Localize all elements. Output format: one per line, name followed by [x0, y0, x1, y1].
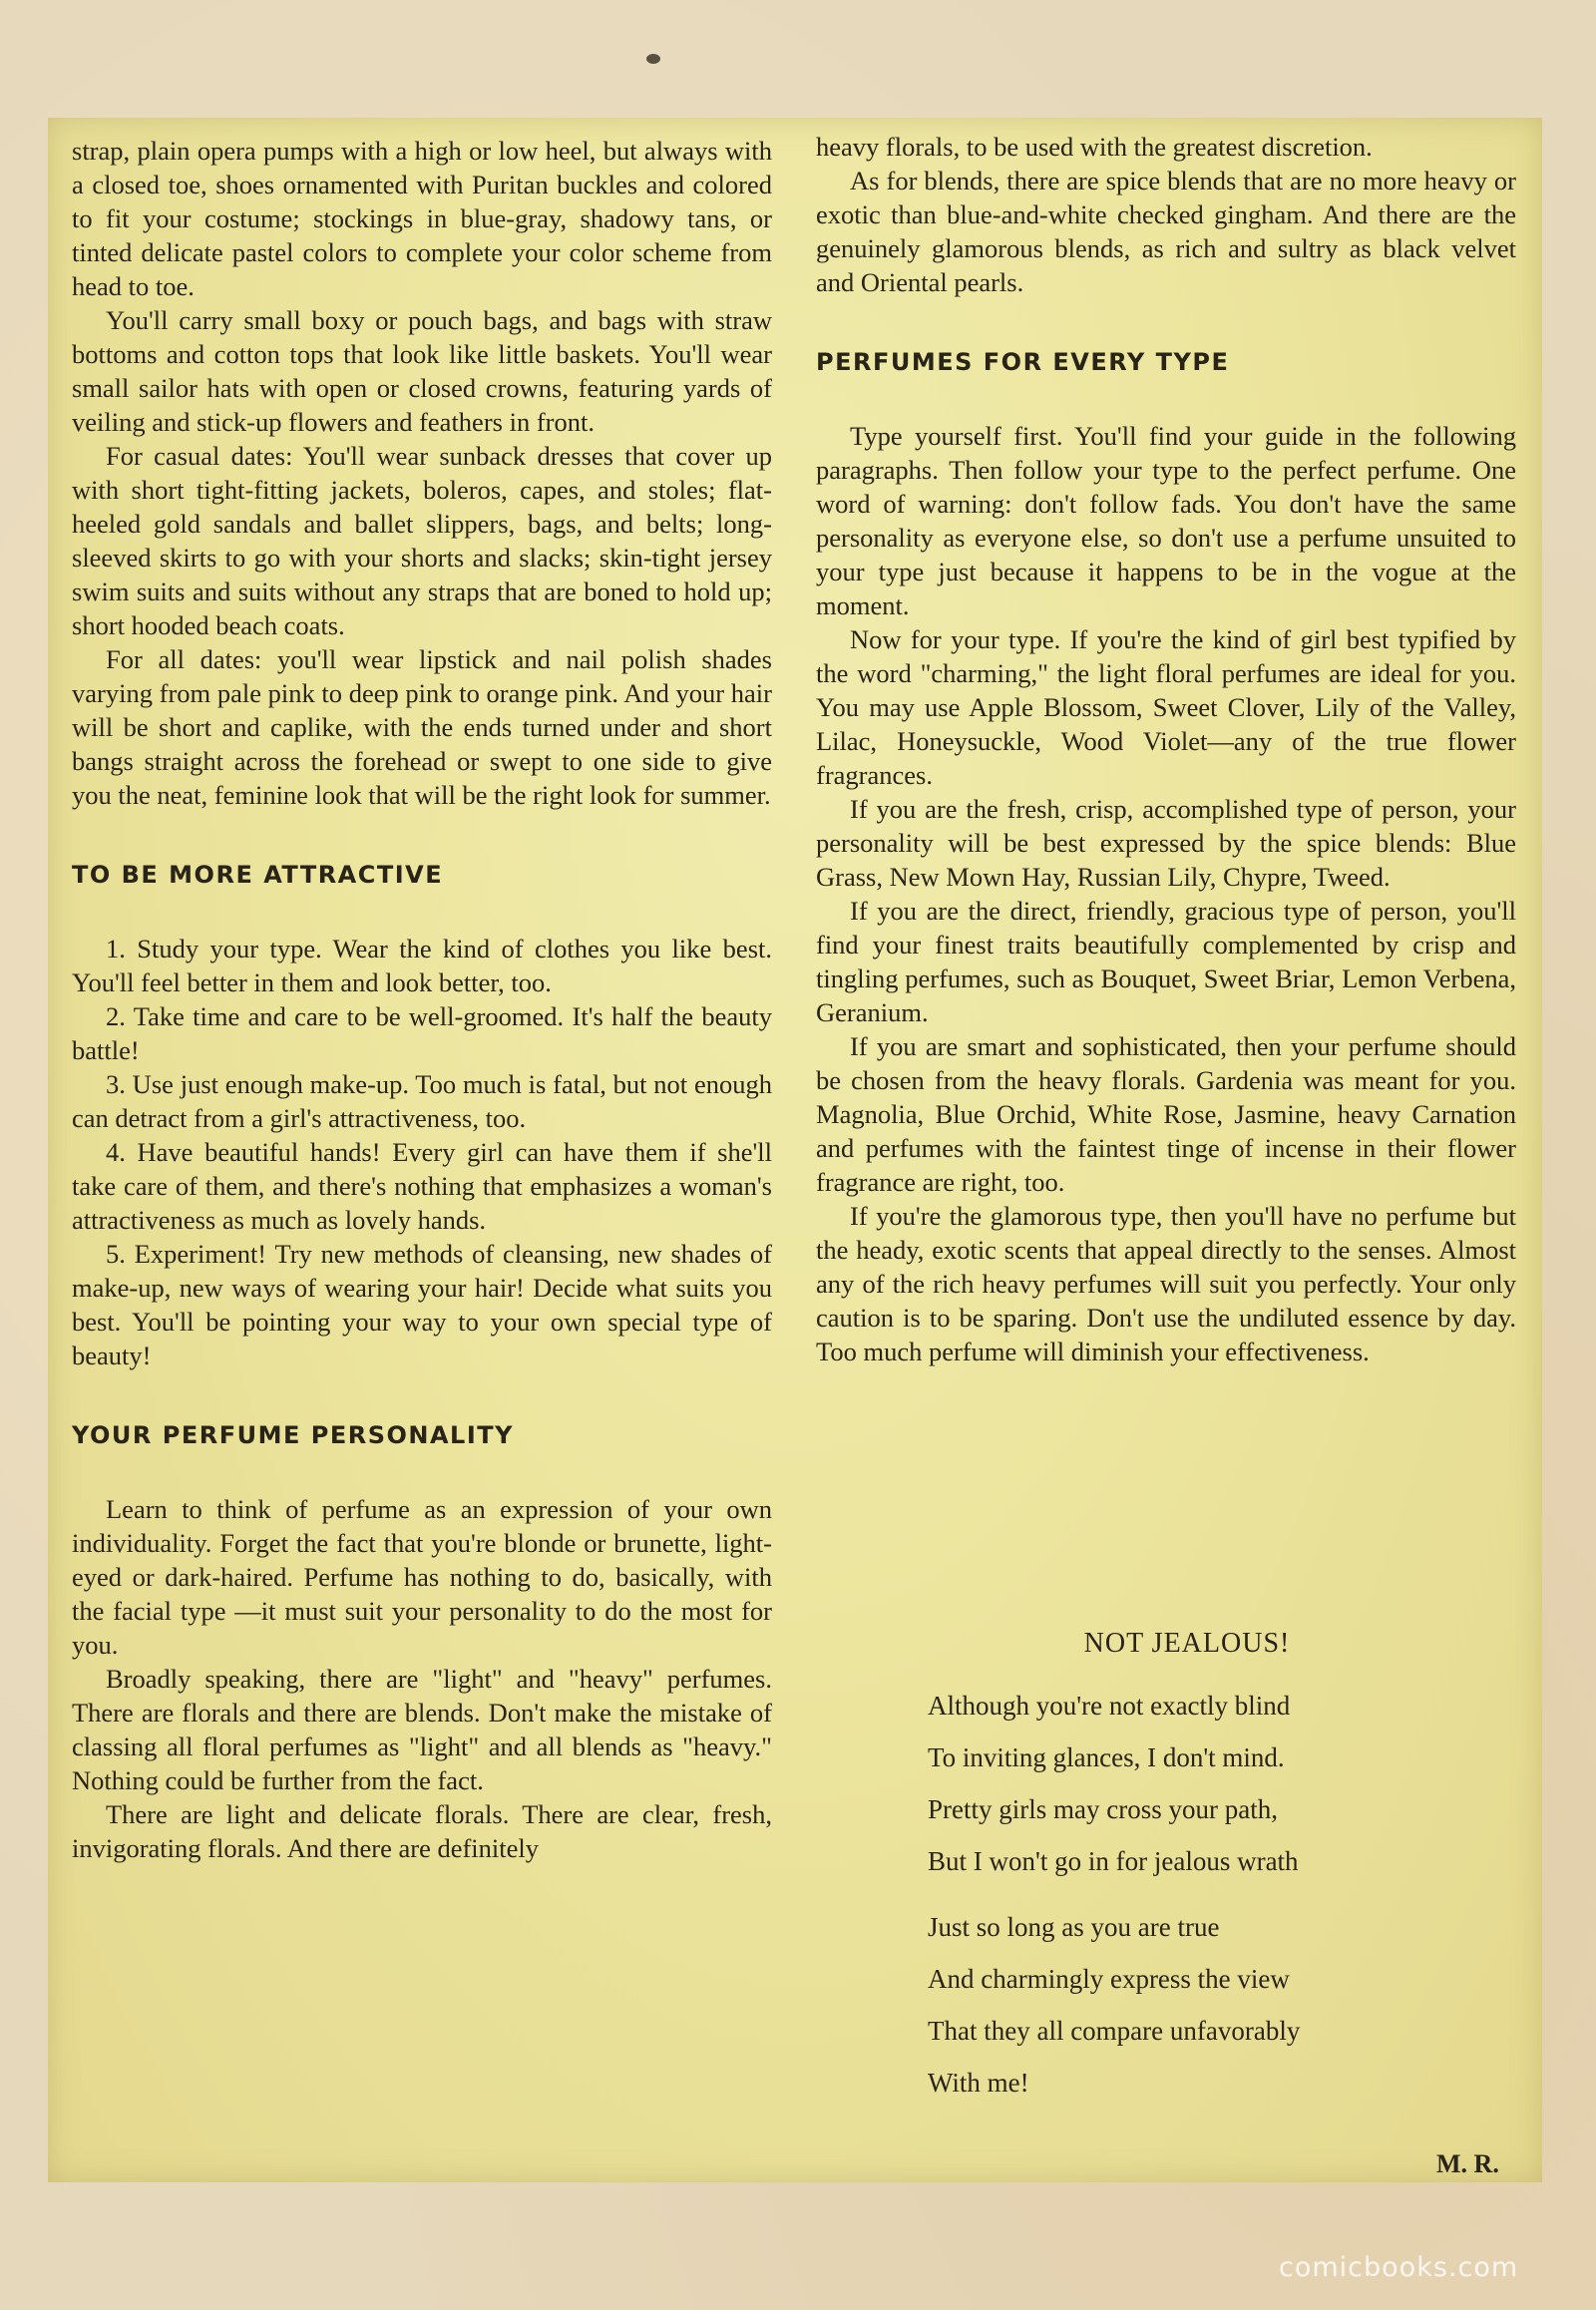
poem-line: Although you're not exactly blind	[928, 1691, 1291, 1721]
paragraph: strap, plain opera pumps with a high or low heel, but always with a closed toe, shoes ornamented with Puritan buckles and colored to fit your costume; stockings in blue-gray, shadowy tans, or tinted delicate pastel colors to complete your color scheme from head to toe.	[72, 136, 772, 301]
tip-item: 1. Study your type. Wear the kind of clothes you like best. You'll feel better in them and look better, too.	[72, 934, 772, 997]
poem-line: Pretty girls may cross your path,	[928, 1794, 1278, 1824]
section-heading-perfume-personality: YOUR PERFUME PERSONALITY	[72, 1421, 515, 1449]
section-heading-attractive: TO BE MORE ATTRACTIVE	[72, 861, 444, 889]
site-watermark: comicbooks.com	[1279, 2252, 1519, 2283]
right-column	[816, 130, 1516, 1368]
poem-title: NOT JEALOUS!	[1083, 1628, 1291, 1659]
paragraph: If you are the fresh, crisp, accomplished type of person, your personality will be best expressed by the spice blends: Blue Grass, New Mown Hay, Russian Lily, Chypre, Tweed.	[816, 794, 1516, 892]
paragraph: If you are the direct, friendly, gracious type of person, you'll find your finest traits beautifully complemented by crisp and tingling perfumes, such as Bouquet, Sweet Briar, Lemon Verbena, Geranium.	[816, 896, 1516, 1027]
paragraph: heavy florals, to be used with the greatest discretion.	[816, 132, 1373, 162]
paragraph: For all dates: you'll wear lipstick and nail polish shades varying from pale pink to deep pink to orange pink. And your hair will be short and caplike, with the ends turned under and short bangs straight across the forehead or swept to one side to give you the neat, feminine look that will be the right look for summer.	[72, 644, 772, 810]
left-column	[72, 134, 772, 1865]
paragraph: Broadly speaking, there are "light" and "heavy" perfumes. There are florals and there are blends. Don't make the mistake of classing all floral perfumes as "light" and all blends as "heavy." Nothing could be further from the fact.	[72, 1664, 772, 1795]
poem-line: Just so long as you are true	[928, 1912, 1220, 1942]
paragraph: Type yourself first. You'll find your guide in the following paragraphs. Then follow your type to the perfect perfume. One word of warning: don't follow fads. You don't have the same personality as everyone else, so don't use a perfume unsuited to your type just because it happens to be in the vogue at the moment.	[816, 421, 1516, 620]
paragraph: You'll carry small boxy or pouch bags, and bags with straw bottoms and cotton tops that look like little baskets. You'll wear small sailor hats with open or closed crowns, featuring yards of veiling and stick-up flowers and feathers in front.	[72, 305, 772, 437]
ink-dot	[646, 54, 660, 64]
tip-item: 5. Experiment! Try new methods of cleansing, new shades of make-up, new ways of wearing your hair! Decide what suits you best. You'll be pointing your way to your own special type of beauty!	[72, 1239, 772, 1370]
section-heading-perfumes-every-type: PERFUMES FOR EVERY TYPE	[816, 348, 1230, 376]
paragraph: There are light and delicate florals. There are clear, fresh, invigorating florals. And there are definitely	[72, 1799, 772, 1863]
poem-signature: M. R.	[1436, 2149, 1499, 2178]
paragraph: As for blends, there are spice blends that are no more heavy or exotic than blue-and-white checked gingham. And there are the genuinely glamorous blends, as rich and sultry as black velvet and Oriental pearls.	[816, 166, 1516, 297]
poem	[928, 1626, 1486, 2118]
poem-line: With me!	[928, 2068, 1029, 2098]
paragraph: Now for your type. If you're the kind of girl best typified by the word "charming," the light floral perfumes are ideal for you. You may use Apple Blossom, Sweet Clover, Lily of the Valley, Lilac, Honeysuckle, Wood Violet—any of the true flower fragrances.	[816, 624, 1516, 790]
paragraph: Learn to think of perfume as an expression of your own individuality. Forget the fact that you're blonde or brunette, light-eyed or dark-haired. Perfume has nothing to do, basically, with the facial type —it must suit your personality to do the most for you.	[72, 1494, 772, 1660]
paragraph: If you are smart and sophisticated, then your perfume should be chosen from the heavy florals. Gardenia was meant for you. Magnolia, Blue Orchid, White Rose, Jasmine, heavy Carnation and perfumes with the faintest tinge of incense in their flower fragrance are right, too.	[816, 1031, 1516, 1197]
paragraph: If you're the glamorous type, then you'll have no perfume but the heady, exotic scents that appeal directly to the senses. Almost any of the rich heavy perfumes will suit you perfectly. Your only caution is to be sparing. Don't use the undiluted essence by day. Too much perfume will diminish your effectiveness.	[816, 1201, 1516, 1366]
stanza-gap	[928, 1896, 1486, 1910]
paragraph: For casual dates: You'll wear sunback dresses that cover up with short tight-fitting jackets, boleros, capes, and stoles; flat-heeled gold sandals and ballet slippers, bags, and belts; long-sleeved skirts to go with your shorts and slacks; skin-tight jersey swim suits and suits without any straps that are boned to hold up; short hooded beach coats.	[72, 441, 772, 640]
poem-line: That they all compare unfavorably	[928, 2016, 1301, 2046]
tip-item: 4. Have beautiful hands! Every girl can have them if she'll take care of them, and there's nothing that emphasizes a woman's attractiveness as much as lovely hands.	[72, 1137, 772, 1235]
poem-line: To inviting glances, I don't mind.	[928, 1742, 1285, 1772]
tip-item: 3. Use just enough make-up. Too much is fatal, but not enough can detract from a girl's attractiveness, too.	[72, 1069, 772, 1133]
poem-line: But I won't go in for jealous wrath	[928, 1846, 1299, 1876]
tip-item: 2. Take time and care to be well-groomed. It's half the beauty battle!	[72, 1001, 772, 1065]
poem-line: And charmingly express the view	[928, 1964, 1290, 1994]
